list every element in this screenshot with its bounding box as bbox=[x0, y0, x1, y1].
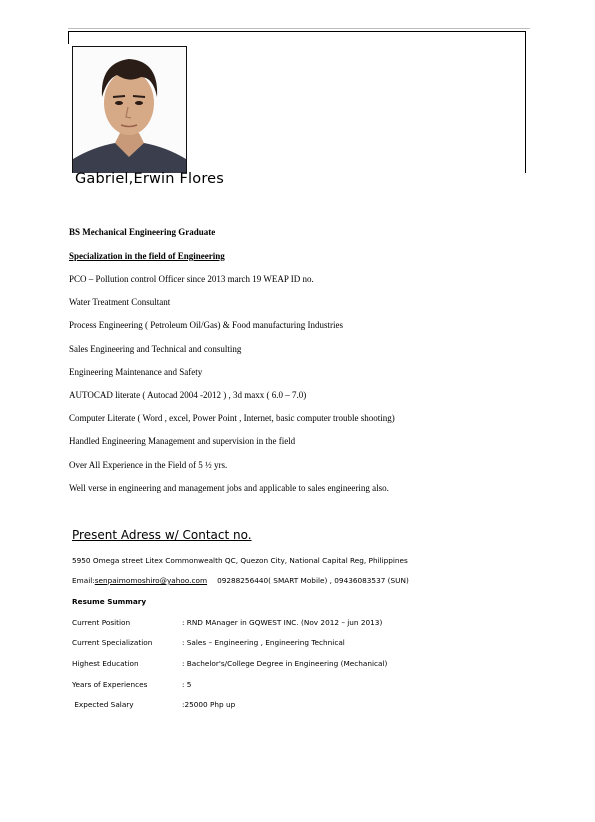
summary-label-highest-education: Highest Education bbox=[72, 659, 139, 668]
contact-section-title: Present Adress w/ Contact no. bbox=[72, 528, 252, 542]
summary-value-current-position: : RND MAnager in GQWEST INC. (Nov 2012 – jun 2013) bbox=[182, 618, 383, 627]
highlight-well-verse: Well verse in engineering and management jobs and applicable to sales engineering also. bbox=[69, 483, 389, 493]
highlight-computer-literate: Computer Literate ( Word , excel, Power Point , Internet, basic computer trouble shooting) bbox=[69, 413, 395, 423]
phone-numbers: 09288256440( SMART Mobile) , 09436083537 (SUN) bbox=[217, 576, 409, 585]
summary-value-highest-education: : Bachelor's/College Degree in Engineering (Mechanical) bbox=[182, 659, 388, 668]
summary-value-current-specialization: : Sales – Engineering , Engineering Technical bbox=[182, 638, 345, 647]
summary-label-current-specialization: Current Specialization bbox=[72, 638, 153, 647]
candidate-name: Gabriel,Erwin Flores bbox=[75, 171, 225, 187]
summary-label-current-position: Current Position bbox=[72, 618, 131, 627]
email-label: Email: bbox=[72, 576, 95, 585]
summary-label-expected-salary: Expected Salary bbox=[72, 700, 134, 709]
highlight-degree: BS Mechanical Engineering Graduate bbox=[69, 227, 216, 237]
contact-line bbox=[72, 576, 409, 585]
summary-value-expected-salary: :25000 Php up bbox=[182, 700, 236, 709]
highlight-sales-engineering: Sales Engineering and Technical and consulting bbox=[69, 344, 242, 354]
highlight-maintenance: Engineering Maintenance and Safety bbox=[69, 367, 203, 377]
top-rule bbox=[68, 28, 530, 29]
highlight-specialization-heading: Specialization in the field of Engineering bbox=[69, 251, 225, 261]
address-text: 5950 Omega street Litex Commonwealth QC, Quezon City, National Capital Reg, Philippines bbox=[72, 556, 408, 565]
highlight-water-treatment: Water Treatment Consultant bbox=[69, 297, 171, 307]
highlight-pco: PCO – Pollution control Officer since 2013 march 19 WEAP ID no. bbox=[69, 274, 314, 284]
summary-label-years-experience: Years of Experiences bbox=[72, 680, 148, 689]
resume-summary-title: Resume Summary bbox=[72, 597, 147, 606]
summary-value-years-experience: : 5 bbox=[182, 680, 192, 689]
profile-photo bbox=[72, 46, 187, 173]
highlight-autocad: AUTOCAD literate ( Autocad 2004 -2012 ) , 3d maxx ( 6.0 – 7.0) bbox=[69, 390, 307, 400]
highlight-management: Handled Engineering Management and supervision in the field bbox=[69, 436, 296, 446]
highlight-process-engineering: Process Engineering ( Petroleum Oil/Gas) & Food manufacturing Industries bbox=[69, 320, 343, 330]
email-link[interactable]: senpaimomoshiro@yahoo.com bbox=[94, 576, 208, 585]
highlight-experience: Over All Experience in the Field of 5 ½ yrs. bbox=[69, 460, 228, 470]
